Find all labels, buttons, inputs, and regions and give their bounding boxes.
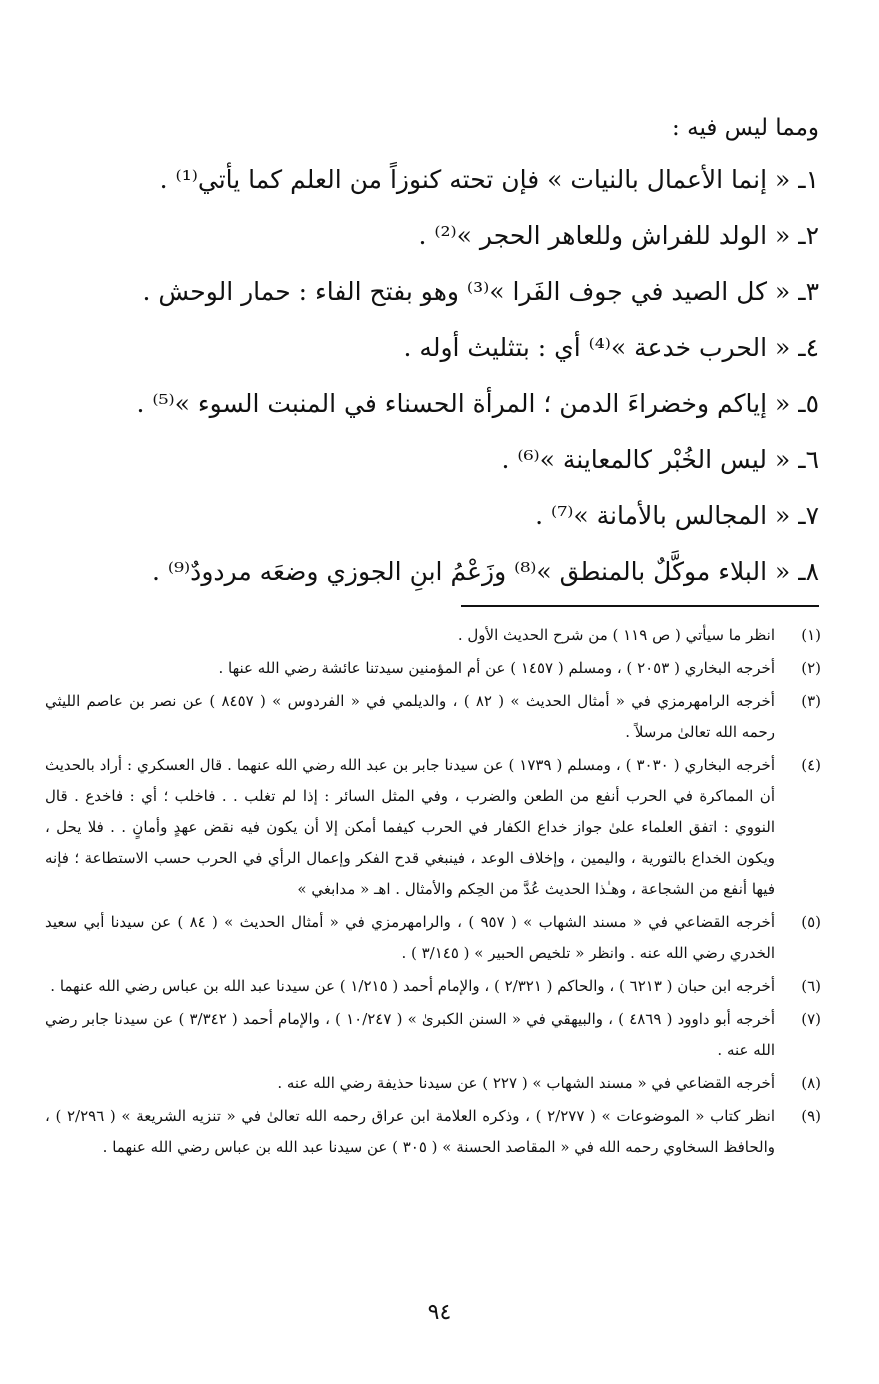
footnote-number: (٧) [801, 1010, 821, 1028]
hadith-item [39, 544, 819, 600]
hadith-item [39, 152, 819, 208]
footnote-number: (٥) [801, 913, 821, 931]
hadith-item-text: « الولد للفراش وللعاهر الحجر »⁽²⁾ . [418, 221, 791, 250]
hadith-list [39, 152, 819, 600]
hadith-item-text: « الحرب خدعة »⁽⁴⁾ أي : بتثليث أوله . [403, 333, 791, 362]
hadith-item-number: ٣ـ [798, 277, 819, 306]
footnote-text: انظر كتاب « الموضوعات » ( ٢/٢٧٧ ) ، وذكره العلامة ابن عراق رحمه الله تعالىٰ في « تنزيه الشريعة » ( ٢/٢٩٦ ) ، والحافظ السخاوي رحمه الله في « المقاصد الحسنة » ( ٣٠٥ ) عن سيدنا عبد الله بن عباس رضي الله عنهما . [45, 1107, 776, 1156]
hadith-item-text: « ليس الخُبْر كالمعاينة »⁽⁶⁾ . [501, 445, 791, 474]
hadith-item [39, 208, 819, 264]
hadith-item-text: « المجالس بالأمانة »⁽⁷⁾ . [535, 501, 791, 530]
footnote [45, 750, 821, 905]
hadith-item [39, 376, 819, 432]
footnote-number: (١) [801, 626, 821, 644]
footnote-number: (٤) [801, 756, 821, 774]
hadith-item [39, 320, 819, 376]
hadith-item-number: ٦ـ [798, 445, 819, 474]
page-number: ٩٤ [427, 1300, 452, 1325]
footnote [45, 620, 821, 651]
footnote-text: أخرجه ابن حبان ( ٦٢١٣ ) ، والحاكم ( ٢/٣٢١ ) ، والإمام أحمد ( ١/٢١٥ ) عن سيدنا عبد الله بن عباس رضي الله عنهما . [50, 977, 775, 995]
hadith-item-text: « البلاء موكَّلٌ بالمنطق »⁽⁸⁾ وزَعْمُ ابنِ الجوزي وضعَه مردودٌ⁽⁹⁾ . [151, 557, 791, 586]
footnotes [45, 620, 821, 1165]
footnote [45, 907, 821, 969]
hadith-item [39, 488, 819, 544]
footnote-number: (٣) [801, 692, 821, 710]
footnote-text: أخرجه القضاعي في « مسند الشهاب » ( ٩٥٧ ) ، والرامهرمزي في « أمثال الحديث » ( ٨٤ ) عن سيدنا أبي سعيد الخدري رضي الله عنه . وانظر « تلخيص الحبير » ( ٣/١٤٥ ) . [45, 913, 775, 962]
footnote-text: انظر ما سيأتي ( ص ١١٩ ) من شرح الحديث الأول . [457, 626, 775, 644]
footnote [45, 1004, 821, 1066]
intro-line: ومما ليس فيه : [672, 115, 819, 141]
footnote-text: أخرجه البخاري ( ٢٠٥٣ ) ، ومسلم ( ١٤٥٧ ) عن أم المؤمنين سيدتنا عائشة رضي الله عنها . [218, 659, 775, 677]
hadith-item-number: ٨ـ [798, 557, 819, 586]
hadith-item [39, 264, 819, 320]
footnote-text: أخرجه الرامهرمزي في « أمثال الحديث » ( ٨٢ ) ، والديلمي في « الفردوس » ( ٨٤٥٧ ) عن نصر بن عاصم الليثي رحمه الله تعالىٰ مرسلاً . [45, 692, 775, 741]
hadith-item-number: ٤ـ [798, 333, 819, 362]
footnote-number: (٦) [801, 977, 821, 995]
footnote-text: أخرجه أبو داوود ( ٤٨٦٩ ) ، والبيهقي في « السنن الكبرىٰ » ( ١٠/٢٤٧ ) ، والإمام أحمد ( ٣/٣٤٢ ) عن سيدنا جابر رضي الله عنه . [45, 1010, 776, 1059]
hadith-item-text: « إياكم وخضراءَ الدمن ؛ المرأة الحسناء في المنبت السوء »⁽⁵⁾ . [136, 389, 791, 418]
main-text [39, 108, 819, 600]
footnote-number: (٨) [801, 1074, 821, 1092]
footnote-separator [461, 605, 819, 607]
footnote-text: أخرجه البخاري ( ٣٠٣٠ ) ، ومسلم ( ١٧٣٩ ) عن سيدنا جابر بن عبد الله رضي الله عنهما . قال العسكري : أراد بالحديث أن المماكرة في الحرب أنفع من الطعن والضرب ، وفي المثل السائر : إذا لم تغلب . . فاخلب ؛ أي : فاخدع . قال النووي : اتفق العلماء علىٰ جواز خداع الكفار في الحرب كيفما أمكن إلا أن يكون فيه نقض عهدٍ وأمانٍ . . فلا يحل ، ويكون الخداع بالتورية ، واليمين ، وإخلاف الوعد ، فينبغي قدح الفكر وإعمال الرأي في الحرب حسب الاستطاعة ؛ فإنه فيها أنفع من الشجاعة ، وهـٰذا الحديث عُدَّ من الحِكم والأمثال . اهـ « مدابغي » [45, 756, 775, 898]
footnote [45, 686, 821, 748]
hadith-item-number: ١ـ [798, 165, 819, 194]
footnote [45, 1101, 821, 1163]
hadith-item-number: ٥ـ [798, 389, 819, 418]
footnote-text: أخرجه القضاعي في « مسند الشهاب » ( ٢٢٧ ) عن سيدنا حذيفة رضي الله عنه . [277, 1074, 775, 1092]
footnote [45, 971, 821, 1002]
footnote [45, 1068, 821, 1099]
hadith-item-text: « كل الصيد في جوف الفَرا »⁽³⁾ وهو بفتح الفاء : حمار الوحش . [142, 277, 791, 306]
hadith-item [39, 432, 819, 488]
hadith-item-number: ٢ـ [798, 221, 819, 250]
hadith-item-number: ٧ـ [798, 501, 819, 530]
footnote [45, 653, 821, 684]
footnote-number: (٩) [801, 1107, 821, 1125]
footnote-number: (٢) [801, 659, 821, 677]
hadith-item-text: « إنما الأعمال بالنيات » فإن تحته كنوزاً من العلم كما يأتي⁽¹⁾ . [159, 165, 791, 194]
